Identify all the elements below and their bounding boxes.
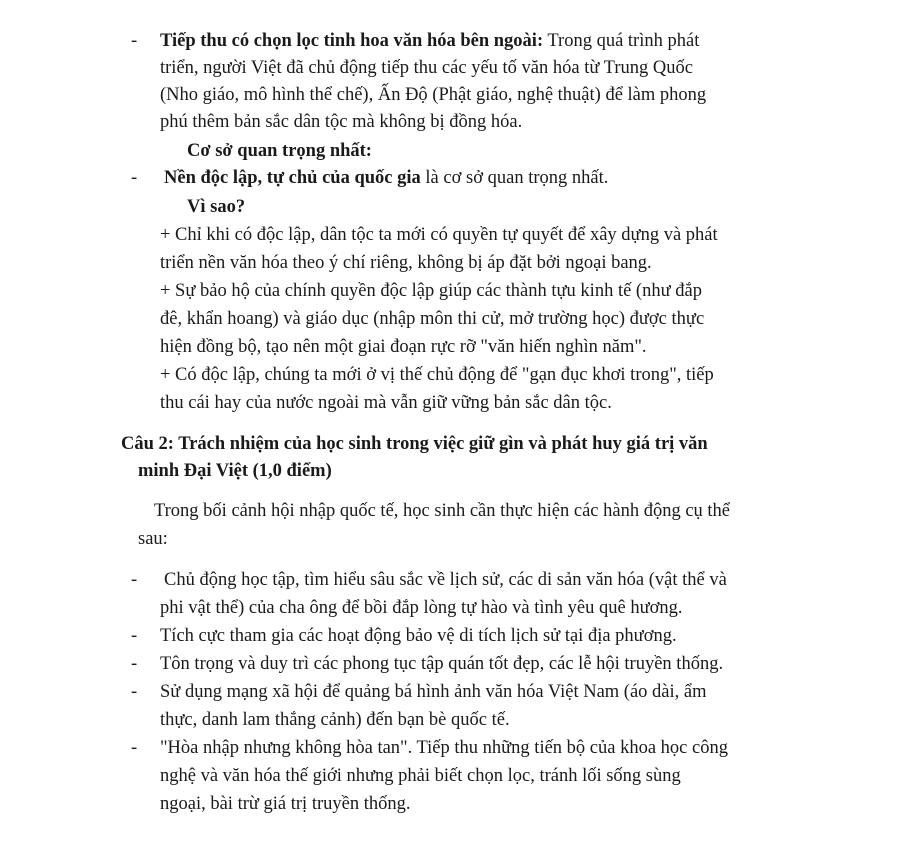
bullet-text: Trong quá trình phát: [543, 31, 700, 51]
bullet-marker: -: [131, 738, 138, 758]
bullet-lead: Tiếp thu có chọn lọc tinh hoa văn hóa bên ngoài:: [160, 31, 544, 51]
question-title: minh Đại Việt (1,0 điểm): [138, 461, 332, 481]
bullet-marker: -: [131, 570, 138, 590]
list-item: thực, danh lam thắng cảnh) đến bạn bè quốc tế.: [160, 710, 510, 730]
reason-line: + Có độc lập, chúng ta mới ở vị thế chủ động để "gạn đục khơi trong", tiếp: [160, 365, 714, 385]
bullet-line: (Nho giáo, mô hình thể chế), Ấn Độ (Phật giáo, nghệ thuật) để làm phong: [160, 85, 707, 105]
subheading: Vì sao?: [187, 197, 246, 217]
reason-line: đê, khẩn hoang) và giáo dục (nhập môn thi cử, mở trường học) được thực: [160, 309, 705, 329]
list-item: "Hòa nhập nhưng không hòa tan". Tiếp thu những tiến bộ của khoa học công: [160, 738, 728, 758]
list-item: nghệ và văn hóa thế giới nhưng phải biết chọn lọc, tránh lối sống sùng: [160, 766, 681, 786]
reason-line: + Chỉ khi có độc lập, dân tộc ta mới có quyền tự quyết để xây dựng và phát: [160, 225, 718, 245]
bullet-text: là cơ sở quan trọng nhất.: [420, 168, 609, 188]
bullet-marker: -: [131, 654, 138, 674]
list-item: Sử dụng mạng xã hội để quảng bá hình ảnh văn hóa Việt Nam (áo dài, ẩm: [160, 682, 707, 702]
list-item: Tích cực tham gia các hoạt động bảo vệ di tích lịch sử tại địa phương.: [160, 626, 677, 646]
reason-line: triển nền văn hóa theo ý chí riêng, không bị áp đặt bởi ngoại bang.: [160, 253, 652, 273]
subheading: Cơ sở quan trọng nhất:: [187, 141, 372, 161]
bullet-lead: Nền độc lập, tự chủ của quốc gia: [164, 168, 421, 188]
bullet-marker: -: [131, 682, 138, 702]
reason-line: + Sự bảo hộ của chính quyền độc lập giúp các thành tựu kinh tế (như đắp: [160, 281, 702, 301]
bullet-marker: -: [131, 31, 138, 51]
question-title: Câu 2: Trách nhiệm của học sinh trong việc giữ gìn và phát huy giá trị văn: [121, 434, 708, 454]
bullet-marker: -: [131, 626, 138, 646]
reason-line: thu cái hay của nước ngoài mà vẫn giữ vững bản sắc dân tộc.: [160, 393, 612, 413]
intro-line: Trong bối cảnh hội nhập quốc tế, học sinh cần thực hiện các hành động cụ thể: [154, 501, 731, 521]
list-item: phi vật thể) của cha ông để bồi đắp lòng tự hào và tình yêu quê hương.: [160, 598, 683, 618]
bullet-line: [160, 28, 699, 54]
bullet-marker: -: [131, 168, 138, 188]
bullet-line: [164, 165, 608, 191]
intro-line: sau:: [138, 529, 168, 549]
list-item: Tôn trọng và duy trì các phong tục tập quán tốt đẹp, các lễ hội truyền thống.: [160, 654, 724, 674]
list-item: ngoại, bài trừ giá trị truyền thống.: [160, 794, 411, 814]
reason-line: hiện đồng bộ, tạo nên một giai đoạn rực rỡ "văn hiến nghìn năm".: [160, 337, 647, 357]
list-item: Chủ động học tập, tìm hiểu sâu sắc về lịch sử, các di sản văn hóa (vật thể và: [164, 570, 727, 590]
bullet-line: triển, người Việt đã chủ động tiếp thu các yếu tố văn hóa từ Trung Quốc: [160, 58, 693, 78]
bullet-line: phú thêm bản sắc dân tộc mà không bị đồng hóa.: [160, 112, 523, 132]
